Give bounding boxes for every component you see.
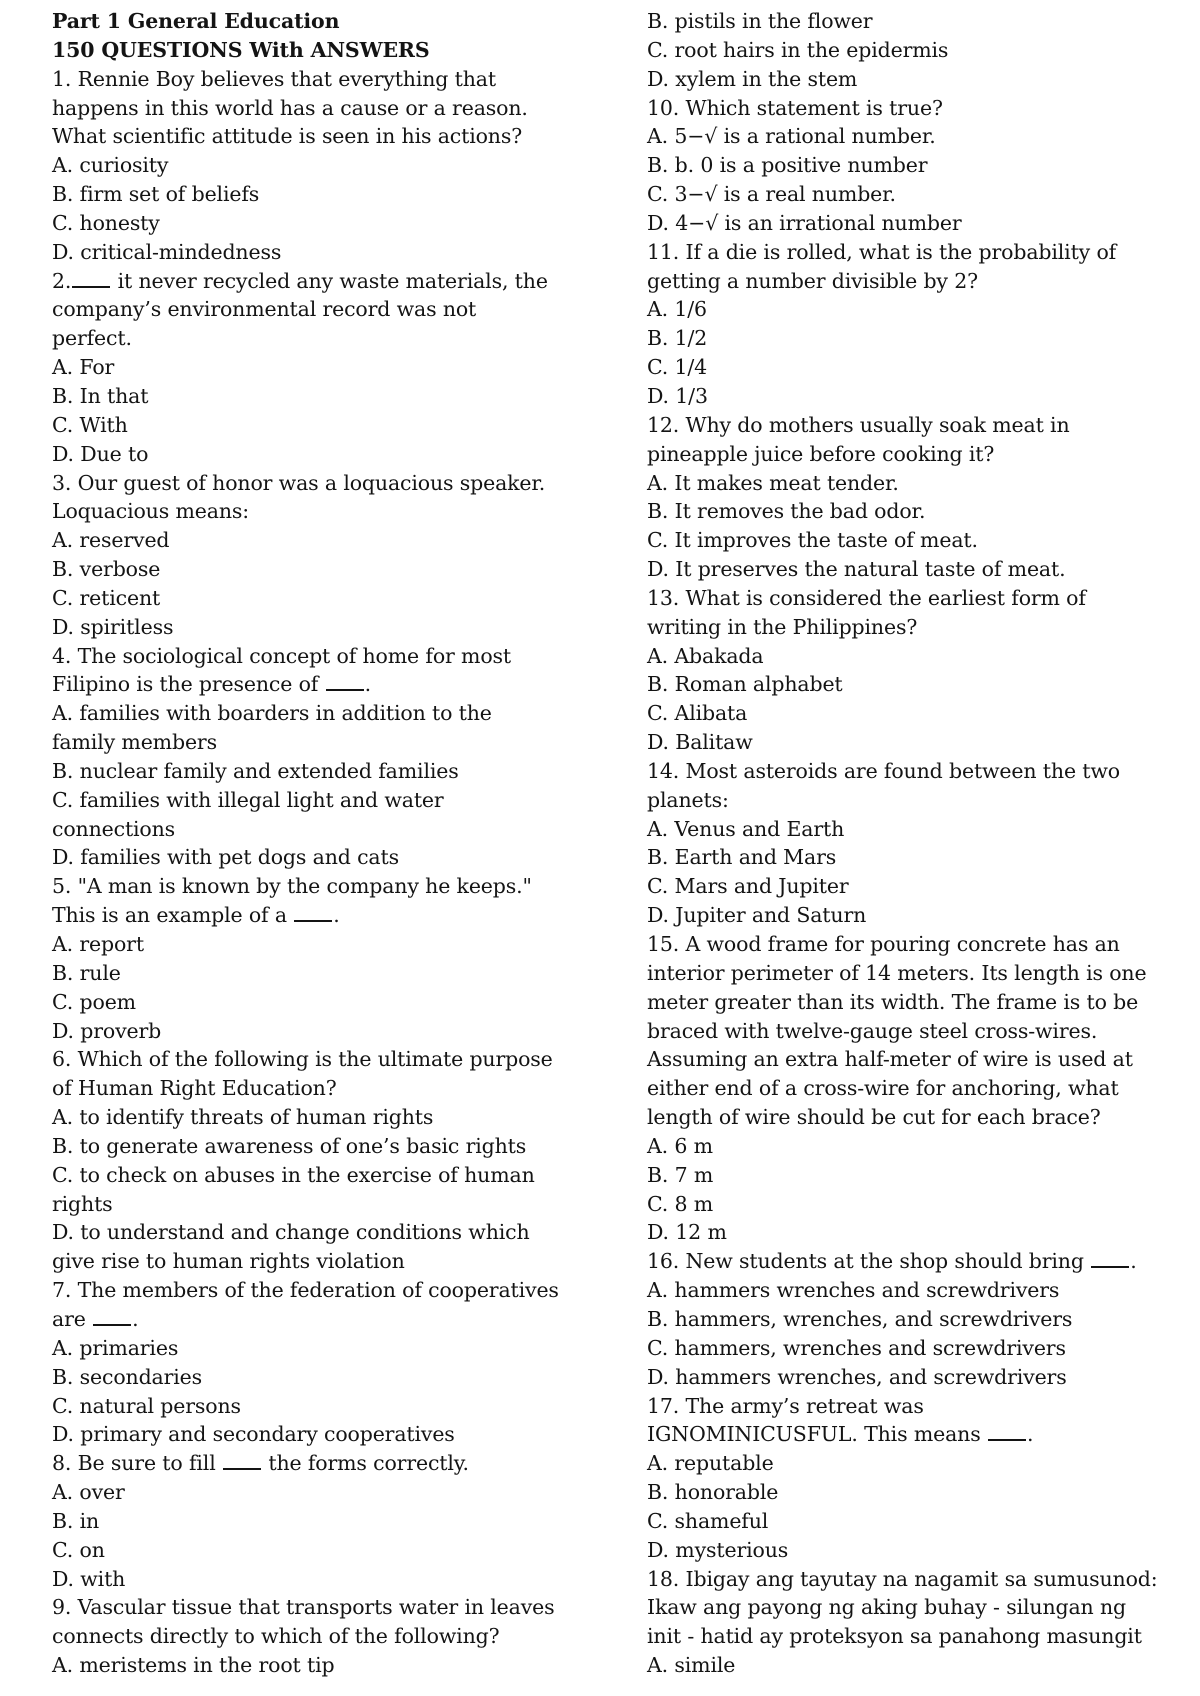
line-text: rights xyxy=(52,1191,113,1216)
text-line xyxy=(647,267,1177,296)
text-line xyxy=(52,94,647,123)
answer-blank xyxy=(1091,1248,1129,1268)
text-line xyxy=(647,959,1177,988)
line-text-after-blank: . xyxy=(1026,1422,1034,1447)
line-text: meter greater than its width. The frame is to be xyxy=(647,989,1139,1014)
line-text: D. spiritless xyxy=(52,614,174,639)
answer-blank xyxy=(93,1306,131,1326)
line-text: This is an example of a xyxy=(52,903,294,928)
choice-line xyxy=(52,1017,647,1046)
line-text: perfect. xyxy=(52,326,132,351)
choice-line xyxy=(647,872,1177,901)
line-text: D. Jupiter and Saturn xyxy=(647,903,867,928)
heading-line xyxy=(52,36,647,65)
line-text: A. curiosity xyxy=(52,153,169,178)
line-text: happens in this world has a cause or a reason. xyxy=(52,95,528,120)
line-text: D. It preserves the natural taste of meat. xyxy=(647,557,1066,582)
line-text: B. in xyxy=(52,1508,100,1533)
line-text: 8. Be sure to fill xyxy=(52,1451,222,1476)
choice-line xyxy=(52,930,647,959)
line-text: B. secondaries xyxy=(52,1364,203,1389)
choice-line xyxy=(52,1161,647,1190)
answer-blank xyxy=(326,671,364,691)
line-text: 17. The army’s retreat was xyxy=(647,1393,924,1418)
line-text: C. root hairs in the epidermis xyxy=(647,37,949,62)
line-text: A. Abakada xyxy=(647,643,764,668)
text-line xyxy=(52,295,647,324)
line-text: pineapple juice before cooking it? xyxy=(647,441,995,466)
line-text: Filipino is the presence of xyxy=(52,672,325,697)
line-text: D. 4−√ is an irrational number xyxy=(647,210,962,235)
line-text: A. meristems in the root tip xyxy=(52,1653,335,1678)
line-text: A. reputable xyxy=(647,1451,774,1476)
choice-line xyxy=(52,1478,647,1507)
choice-line xyxy=(647,1161,1177,1190)
line-text: D. 1/3 xyxy=(647,383,708,408)
line-text: Assuming an extra half-meter of wire is used at xyxy=(647,1047,1133,1072)
line-text: 3. Our guest of honor was a loquacious speaker. xyxy=(52,470,546,495)
line-text: 18. Ibigay ang tayutay na nagamit sa sumusunod: xyxy=(647,1566,1158,1591)
question-line xyxy=(52,469,647,498)
question-line xyxy=(52,872,647,901)
choice-line xyxy=(647,1132,1177,1161)
text-line xyxy=(647,1017,1177,1046)
line-text: 5. "A man is known by the company he keeps." xyxy=(52,874,532,899)
choice-line xyxy=(52,1507,647,1536)
line-text: B. rule xyxy=(52,960,121,985)
line-text: A. 6 m xyxy=(647,1133,713,1158)
line-text: C. hammers, wrenches and screwdrivers xyxy=(647,1335,1066,1360)
choice-line xyxy=(647,36,1177,65)
text-line xyxy=(647,786,1177,815)
text-line xyxy=(52,1305,647,1334)
choice-line xyxy=(52,959,647,988)
line-text: B. nuclear family and extended families xyxy=(52,758,459,783)
line-text: give rise to human rights violation xyxy=(52,1249,405,1274)
choice-line xyxy=(52,1420,647,1449)
choice-line xyxy=(647,65,1177,94)
line-text: D. Balitaw xyxy=(647,730,753,755)
text-line xyxy=(52,728,647,757)
question-line xyxy=(52,1276,647,1305)
choice-line xyxy=(647,1190,1177,1219)
line-text: A. Venus and Earth xyxy=(647,816,845,841)
text-line xyxy=(52,122,647,151)
line-text-after-blank: it never recycled any waste materials, the xyxy=(111,268,548,293)
line-text: C. families with illegal light and water xyxy=(52,787,444,812)
line-text: C. shameful xyxy=(647,1508,769,1533)
choice-line xyxy=(52,1103,647,1132)
line-text: 9. Vascular tissue that transports water in leaves xyxy=(52,1595,555,1620)
question-line xyxy=(647,584,1177,613)
line-text: C. Mars and Jupiter xyxy=(647,874,849,899)
answer-blank xyxy=(223,1450,261,1470)
line-text: C. With xyxy=(52,412,128,437)
choice-line xyxy=(647,7,1177,36)
choice-line xyxy=(52,786,647,815)
line-text: 150 QUESTIONS With ANSWERS xyxy=(52,37,430,62)
right-column xyxy=(647,7,1177,1696)
choice-line xyxy=(647,469,1177,498)
line-text: D. critical-mindedness xyxy=(52,239,282,264)
choice-line xyxy=(52,988,647,1017)
answer-blank xyxy=(72,268,110,288)
line-text: B. pistils in the flower xyxy=(647,9,873,33)
choice-line xyxy=(647,209,1177,238)
line-text: D. to understand and change conditions which xyxy=(52,1220,530,1245)
line-text: C. 1/4 xyxy=(647,355,708,380)
line-text: B. 7 m xyxy=(647,1162,714,1187)
choice-line xyxy=(647,1507,1177,1536)
text-line xyxy=(647,1622,1177,1651)
line-text: 1. Rennie Boy believes that everything that xyxy=(52,66,496,91)
choice-line xyxy=(52,584,647,613)
choice-line xyxy=(52,526,647,555)
choice-line xyxy=(52,1132,647,1161)
line-text: C. It improves the taste of meat. xyxy=(647,528,978,553)
text-line xyxy=(52,1074,647,1103)
choice-line xyxy=(647,295,1177,324)
line-text: A. simile xyxy=(647,1653,736,1678)
choice-line xyxy=(647,670,1177,699)
question-line xyxy=(647,411,1177,440)
line-text: D. xylem in the stem xyxy=(647,66,858,91)
question-line xyxy=(52,1593,647,1622)
choice-line xyxy=(52,1565,647,1594)
question-line xyxy=(647,1565,1177,1594)
line-text: B. In that xyxy=(52,383,149,408)
line-text: planets: xyxy=(647,787,729,812)
choice-line xyxy=(52,1651,647,1680)
choice-line xyxy=(52,411,647,440)
line-text: 13. What is considered the earliest form of xyxy=(647,585,1086,610)
line-text: either end of a cross-wire for anchoring, what xyxy=(647,1076,1119,1101)
choice-line xyxy=(647,642,1177,671)
text-line xyxy=(647,1045,1177,1074)
choice-line xyxy=(52,151,647,180)
choice-line xyxy=(647,1449,1177,1478)
line-text: connections xyxy=(52,816,176,841)
choice-line xyxy=(52,843,647,872)
choice-line xyxy=(647,555,1177,584)
line-text: 4. The sociological concept of home for most xyxy=(52,643,511,668)
choice-line xyxy=(52,382,647,411)
line-text: writing in the Philippines? xyxy=(647,614,918,639)
choice-line xyxy=(52,1536,647,1565)
line-text: are xyxy=(52,1306,93,1331)
line-text: 7. The members of the federation of cooperatives xyxy=(52,1278,559,1303)
choice-line xyxy=(647,353,1177,382)
choice-line xyxy=(647,699,1177,728)
line-text: A. reserved xyxy=(52,528,170,553)
text-line xyxy=(52,324,647,353)
line-text: A. families with boarders in addition to the xyxy=(52,701,492,726)
choice-line xyxy=(647,1363,1177,1392)
line-text: A. primaries xyxy=(52,1335,179,1360)
line-text: C. 8 m xyxy=(647,1191,714,1216)
choice-line xyxy=(52,353,647,382)
line-text: A. hammers wrenches and screwdrivers xyxy=(647,1278,1060,1303)
line-text: 10. Which statement is true? xyxy=(647,95,943,120)
line-text: C. on xyxy=(52,1537,105,1562)
line-text: B. 1/2 xyxy=(647,326,708,351)
heading-line xyxy=(52,7,647,36)
line-text: interior perimeter of 14 meters. Its length is one xyxy=(647,960,1147,985)
line-text: Loquacious means: xyxy=(52,499,249,524)
line-text: IGNOMINICUSFUL. This means xyxy=(647,1422,987,1447)
choice-line xyxy=(647,728,1177,757)
question-line xyxy=(52,642,647,671)
choice-line xyxy=(647,843,1177,872)
line-text: B. Roman alphabet xyxy=(647,672,843,697)
choice-line xyxy=(647,1305,1177,1334)
choice-line xyxy=(52,440,647,469)
choice-line xyxy=(647,151,1177,180)
line-text: D. with xyxy=(52,1566,126,1591)
question-line xyxy=(647,930,1177,959)
line-text: B. It removes the bad odor. xyxy=(647,499,926,524)
line-text: D. mysterious xyxy=(647,1537,789,1562)
line-text: B. to generate awareness of one’s basic rights xyxy=(52,1133,527,1158)
choice-line xyxy=(52,613,647,642)
text-line xyxy=(52,670,647,699)
line-text: D. proverb xyxy=(52,1018,162,1043)
line-text: C. reticent xyxy=(52,585,161,610)
line-text: Part 1 General Education xyxy=(52,9,340,33)
line-text: braced with twelve-gauge steel cross-wires. xyxy=(647,1018,1098,1043)
choice-line xyxy=(52,238,647,267)
choice-line xyxy=(647,180,1177,209)
choice-line xyxy=(647,497,1177,526)
line-text: connects directly to which of the following? xyxy=(52,1624,500,1649)
line-text: B. honorable xyxy=(647,1480,779,1505)
line-text: B. firm set of beliefs xyxy=(52,182,260,207)
line-text-after-blank: . xyxy=(1130,1249,1137,1274)
choice-line xyxy=(52,1218,647,1247)
choice-line xyxy=(52,555,647,584)
line-text: A. For xyxy=(52,355,115,380)
line-text: family members xyxy=(52,730,217,755)
line-text: C. natural persons xyxy=(52,1393,241,1418)
choice-line xyxy=(52,180,647,209)
line-text: C. Alibata xyxy=(647,701,748,726)
text-line xyxy=(52,1247,647,1276)
line-text: A. It makes meat tender. xyxy=(647,470,899,495)
text-line xyxy=(647,988,1177,1017)
line-text: 16. New students at the shop should bring xyxy=(647,1249,1091,1274)
answer-blank xyxy=(988,1421,1026,1441)
line-text: A. 1/6 xyxy=(647,297,707,322)
choice-line xyxy=(647,526,1177,555)
line-text: 14. Most asteroids are found between the two xyxy=(647,758,1120,783)
text-line xyxy=(647,1074,1177,1103)
text-line xyxy=(52,497,647,526)
line-text: B. b. 0 is a positive number xyxy=(647,153,928,178)
question-line xyxy=(647,757,1177,786)
choice-line xyxy=(647,1218,1177,1247)
line-text: 6. Which of the following is the ultimate purpose xyxy=(52,1047,553,1072)
text-line xyxy=(647,440,1177,469)
line-text: D. families with pet dogs and cats xyxy=(52,845,399,870)
line-text: B. Earth and Mars xyxy=(647,845,837,870)
question-line xyxy=(52,267,647,296)
choice-line xyxy=(647,382,1177,411)
question-line xyxy=(52,65,647,94)
line-text: of Human Right Education? xyxy=(52,1076,337,1101)
left-column xyxy=(52,7,647,1696)
text-line xyxy=(52,815,647,844)
choice-line xyxy=(52,209,647,238)
line-text: 12. Why do mothers usually soak meat in xyxy=(647,412,1070,437)
choice-line xyxy=(647,815,1177,844)
question-line xyxy=(52,1045,647,1074)
line-text: C. to check on abuses in the exercise of human xyxy=(52,1162,535,1187)
choice-line xyxy=(52,757,647,786)
answer-blank xyxy=(294,902,332,922)
question-line xyxy=(647,1392,1177,1421)
text-line xyxy=(647,1420,1177,1449)
line-text-after-blank: the forms correctly. xyxy=(261,1451,469,1476)
choice-line xyxy=(52,1392,647,1421)
choice-line xyxy=(647,1651,1177,1680)
choice-line xyxy=(647,122,1177,151)
choice-line xyxy=(647,324,1177,353)
line-text: C. poem xyxy=(52,989,136,1014)
text-line xyxy=(647,1593,1177,1622)
choice-line xyxy=(647,1478,1177,1507)
text-line xyxy=(52,1622,647,1651)
line-text: A. 5−√ is a rational number. xyxy=(647,124,936,149)
question-line xyxy=(647,94,1177,123)
choice-line xyxy=(647,1334,1177,1363)
choice-line xyxy=(52,699,647,728)
question-line xyxy=(647,1247,1177,1276)
choice-line xyxy=(647,901,1177,930)
question-line xyxy=(52,1449,647,1478)
line-text: D. Due to xyxy=(52,441,149,466)
line-text: A. report xyxy=(52,932,144,956)
line-text: A. to identify threats of human rights xyxy=(52,1105,434,1130)
text-line xyxy=(52,1190,647,1219)
text-line xyxy=(647,613,1177,642)
text-line xyxy=(52,901,647,930)
line-text: 11. If a die is rolled, what is the probability of xyxy=(647,239,1117,264)
line-text-after-blank: . xyxy=(132,1306,139,1331)
line-text: getting a number divisible by 2? xyxy=(647,268,978,293)
line-text: company’s environmental record was not xyxy=(52,297,477,322)
line-text: What scientific attitude is seen in his actions? xyxy=(52,124,523,149)
line-text: C. honesty xyxy=(52,210,160,235)
line-text-after-blank: . xyxy=(364,672,371,697)
choice-line xyxy=(52,1363,647,1392)
line-text: D. primary and secondary cooperatives xyxy=(52,1422,455,1447)
line-text: C. 3−√ is a real number. xyxy=(647,182,896,207)
choice-line xyxy=(647,1536,1177,1565)
line-text: length of wire should be cut for each brace? xyxy=(647,1105,1101,1130)
line-text: B. verbose xyxy=(52,557,161,582)
line-text: 15. A wood frame for pouring concrete has an xyxy=(647,932,1120,956)
line-text-after-blank: . xyxy=(333,903,340,928)
line-text: B. hammers, wrenches, and screwdrivers xyxy=(647,1306,1073,1331)
line-text: Ikaw ang payong ng aking buhay - silungan ng xyxy=(647,1595,1126,1620)
choice-line xyxy=(52,1334,647,1363)
line-text: D. hammers wrenches, and screwdrivers xyxy=(647,1364,1067,1389)
line-text: D. 12 m xyxy=(647,1220,727,1245)
line-text: 2. xyxy=(52,268,72,293)
text-line xyxy=(647,1103,1177,1132)
line-text: init - hatid ay proteksyon sa panahong masungit xyxy=(647,1624,1142,1649)
question-line xyxy=(647,238,1177,267)
choice-line xyxy=(647,1276,1177,1305)
line-text: A. over xyxy=(52,1480,125,1505)
